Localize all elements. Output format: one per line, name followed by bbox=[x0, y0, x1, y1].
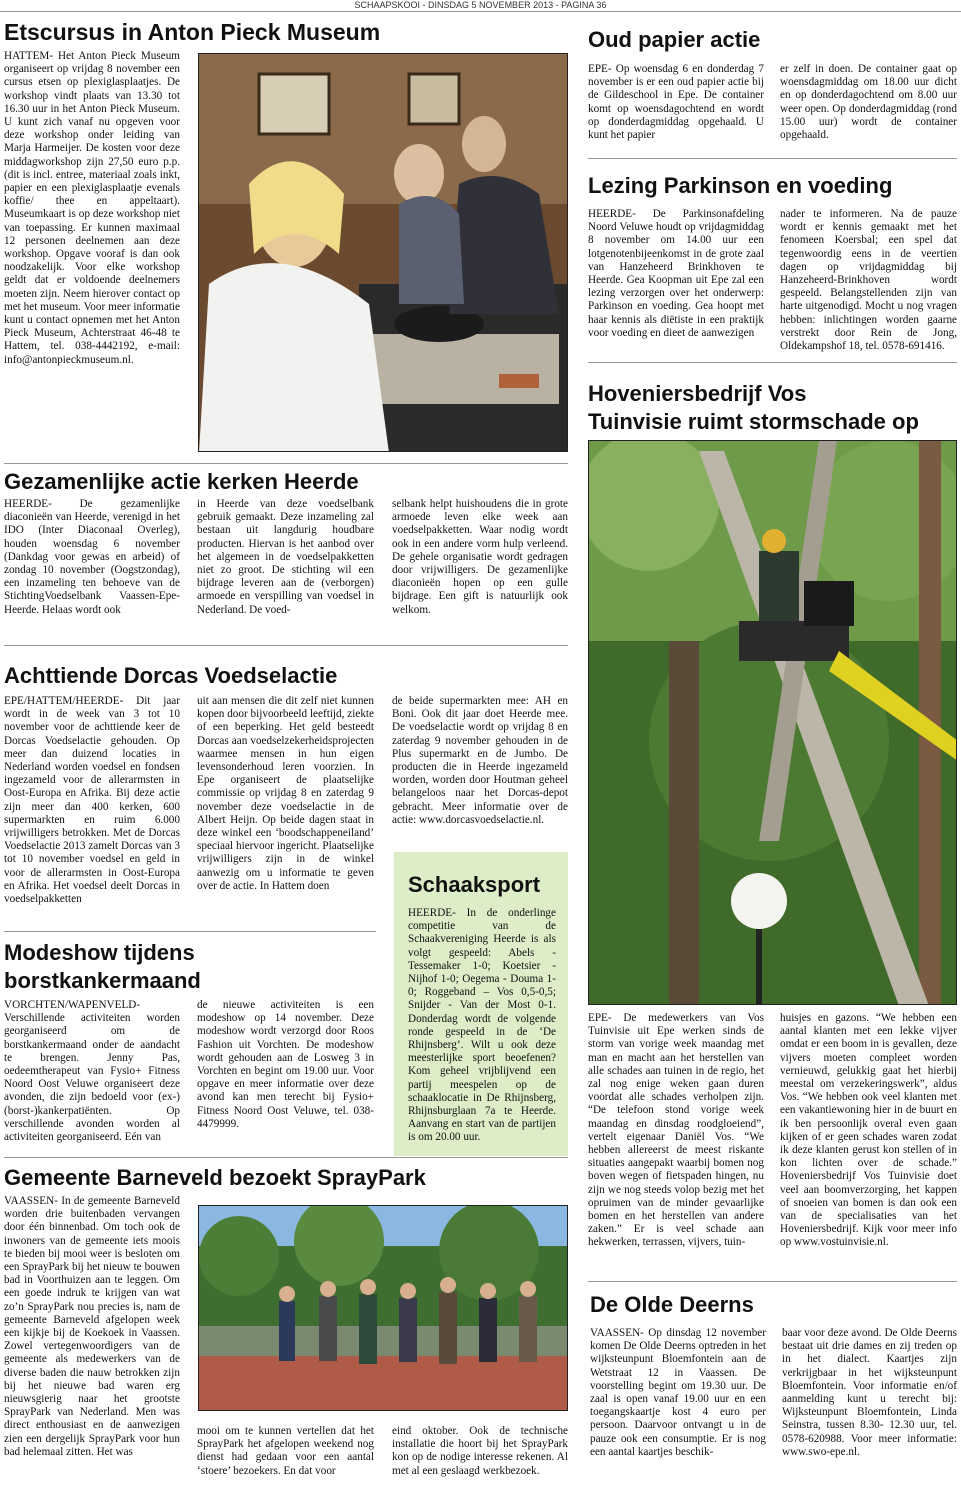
olde-deerns-col2: baar voor deze avond. De Olde Deerns bestaat uit drie dames en zij treden op in het dialect. Kaartjes zijn verkrijgbaar in het wijksteunpunt Bloemfontein. Voor informatie en/of aanmelding kunt u terecht bij: Wijksteunpunt Bloemfontein, Linda Seinstra, tussen 8.30- 12.30 uur, tel. 0578-620988. Voor meer informatie: www.swo-epe.nl. bbox=[782, 1327, 957, 1458]
modeshow-title-line1: Modeshow tijdens bbox=[4, 940, 195, 965]
dorcas-title: Achttiende Dorcas Voedselactie bbox=[4, 663, 338, 688]
kerken-col2: in Heerde van deze voedselbank gebruik gemaakt. Deze inzameling zal bestaan uit langdurig houdbare producten. Hiervan is het aanbod over het algemeen in de voedselpakketten niet zo groot. De stichting wil een bijdrage leveren aan de (verborgen) armoede en verspilling van voedsel in Nederland. De voed- bbox=[197, 498, 374, 616]
oud-papier-title: Oud papier actie bbox=[588, 27, 761, 52]
divider bbox=[588, 1281, 957, 1282]
parkinson-col1: HEERDE- De Parkinsonafdeling Noord Veluwe houdt op vrijdagmiddag 8 november om 14.00 uur een lotgenotenbijeenkomst in de grote zaal van Hanzeheerd Brinkhoven te Heerde. Gea Koopman uit Epe zal een lezing verzorgen over het onderwerp: Parkinson en voeding. Gea hoopt met haar kennis als diëtiste in een praktijk voor voeding en dieet de aanwezigen bbox=[588, 208, 764, 339]
barneveld-title: Gemeente Barneveld bezoekt SprayPark bbox=[4, 1165, 426, 1190]
divider bbox=[588, 158, 957, 159]
dorcas-col3: de beide supermarkten mee: AH en Boni. Ook dit jaar doet Heerde mee. De voedselactie wordt op vrijdag 8 en zaterdag 9 november gehouden in de Plus supermarkt en de Jumbo. De producten die in Heerde ingezameld worden, worden door Houtman geheel belangeloos naar het Dorcas-depot gebracht. Meer informatie over de actie: www.dorcasvoedselactie.nl. bbox=[392, 695, 568, 826]
dorcas-col2: uit aan mensen die dit zelf niet kunnen kopen door bijvoorbeeld leeftijd, ziekte of een beperking. Het geld besteedt Dorcas aan voedselzekerheidsprojecten waarmee mensen in hun eigen levensonderhoud leren voorzien. In Epe organiseert de plaatselijke commissie op vrijdag 8 en zaterdag 9 november deze voedselactie in de Albert Heijn. Op beide dagen staat in deze winkel een ‘boodschappeneiland’ speciaal hiervoor ingericht. Plaatselijke vrijwilligers zijn in de winkel aanwezig om u informatie te geven over de actie. In Hattem doen bbox=[197, 695, 374, 892]
etscursus-photo bbox=[198, 53, 568, 452]
divider bbox=[4, 645, 568, 646]
modeshow-col2: de nieuwe activiteiten is een modeshow op 14 november. Deze modeshow wordt verzorgd door Roos Fashion uit Vorchten. De modeshow wordt gehouden aan de Losweg 3 in Vorchten en begint om 19.00 uur. Voor opgave en meer informatie over deze avond kan men terecht bij Fysio+ Fitness Noord Oost Veluwe, tel. 038-4479999. bbox=[197, 999, 374, 1130]
hoveniers-photo bbox=[588, 440, 957, 1005]
kerken-col1: HEERDE- De gezamenlijke diaconieën van Heerde, verenigd in het IDO (Inter Diaconaal Overleg), houden woensdag 6 november (Dankdag voor gewas en arbeid) of zondag 10 november (Oogstzondag), een inzameling ten behoeve van de StichtingVoedselbank Vaassen-Epe-Heerde. Helaas wordt ook bbox=[4, 498, 180, 616]
olde-deerns-col1: VAASSEN- Op dinsdag 12 november komen De Olde Deerns optreden in het wijksteunpunt Bloemfontein aan de Wetstraat 12 in Vaassen. De voorstelling begint om 19.30 uur. De zaal is open vanaf 19.00 uur en een toegangskaartje kost 4 euro per persoon. Daarvoor ontvangt u in de pauze ook een consumptie. Er is nog een aantal kaartjes beschik- bbox=[590, 1327, 766, 1458]
hoveniers-title-line1: Hoveniersbedrijf Vos bbox=[588, 381, 807, 406]
parkinson-col2: nader te informeren. Na de pauze wordt er kennis gemaakt met het fenomeen Koersbal; een spel dat tegenwoordig eens in de veertien dagen op vrijdagmiddag bij Hanzeheerd-Brinkhoven wordt gespeeld. Belangstellenden zijn van harte uitgenodigd. Mocht u nog vragen hebben: inlichtingen worden gaarne verstrekt door Rein de Jong, Oldekampshof 18, tel. 0578-691416. bbox=[780, 208, 957, 353]
divider bbox=[4, 931, 376, 932]
parkinson-title: Lezing Parkinson en voeding bbox=[588, 173, 893, 198]
kerken-title: Gezamenlijke actie kerken Heerde bbox=[4, 469, 359, 494]
modeshow-title-line2: borstkankermaand bbox=[4, 968, 201, 993]
divider bbox=[4, 1157, 568, 1158]
oud-papier-col2: er zelf in doen. De container gaat op woensdagmiddag om 18.00 uur dicht en op donderdagochtend om 8.00 uur weer open. Op donderdagmiddag (rond 15.00 uur) wordt de container opgehaald. bbox=[780, 63, 957, 142]
schaaksport-body: HEERDE- In de onderlinge competitie van de Schaakvereniging Heerde is als volgt gespeeld: Abels - Tessemaker 1-0; Koetsier - Nijhof 1-0; Oegema - Douma 1-0; Roggeband – Vos 0,5-0,5; Snijder - Van der Most 0-1. Donderdag wordt de volgende ronde gespeeld in de ‘De Rhijnsberg’. Wilt u ook deze meesterlijke sport beoefenen? Kom geheel vrijblijvend een partij meespelen op de schaaklocatie in De Rhijnsberg, Rhijnsburglaan 7a te Heerde. Aanvang en start van de partijen is om 20.00 uur. bbox=[408, 907, 556, 1144]
oud-papier-col1: EPE- Op woensdag 6 en donderdag 7 november is er een oud papier actie bij de Gildeschool in Epe. De container komt op woensdagochtend en wordt op donderdagmiddag opgehaald. U kunt het papier bbox=[588, 63, 764, 142]
etscursus-title: Etscursus in Anton Pieck Museum bbox=[4, 19, 381, 45]
page-header: SCHAAPSKOOI - DINSDAG 5 NOVEMBER 2013 - PAGINA 36 bbox=[354, 0, 607, 10]
barneveld-photo bbox=[198, 1205, 568, 1411]
barneveld-col1: VAASSEN- In de gemeente Barneveld worden drie buitenbaden vervangen door één binnenbad. Om toch ook de inwoners van de gemeente iets moois te bieden bij mooi weer is besloten om een SprayPark bij het nieuw te bouwen bad in Voorthuizen aan te leggen. Om een goede indruk te krijgen van wat zo’n SprayPark nou precies is, nam de gemeente Barneveld afgelopen week een kijkje bij de Koekoek in Vaassen. Zowel vertegenwoordigers van de gemeente als medewerkers van de diverse baden die nauw betrokken zijn bij het nieuwe bad waren erg nieuwsgierig naar het grootste SprayPark van Nederland. Men was direct enthousiast en de aanwezigen zien een dergelijk SprayPark voor hun bad helemaal zitten. Het was bbox=[4, 1195, 180, 1458]
hoveniers-title-line2: Tuinvisie ruimt stormschade op bbox=[588, 409, 919, 434]
dorcas-col1: EPE/HATTEM/HEERDE- Dit jaar wordt in de week van 3 tot 10 november voor de achttiende keer de Dorcas Voedselactie gehouden. Op meer dan duizend locaties in Nederland worden voedsel en fondsen ingezameld voor de allerarmsten in Oost-Europa en Afrika. Bij deze actie zijn meer dan 400 kerken, 600 supermarkten en ruim 6.000 vrijwilligers betrokken. Met de Dorcas Voedselactie 2013 zamelt Dorcas van 3 tot 10 november voedsel en geld in voor de allerarmsten in Oost-Europa en Afrika. Het voedsel deelt Dorcas in voedselpakketten bbox=[4, 695, 180, 906]
modeshow-col1: VORCHTEN/WAPENVELD- Verschillende activiteiten worden georganiseerd om de borstkankermaand onder de aandacht te brengen. Jenny Pas, oedeemtherapeut van Fysio+ Fitness Noord Oost Veluwe organiseert deze avonden, die zijn bedoeld voor (ex-)(borst-)kankerpatiënten. Op verschillende avonden worden al activiteiten georganiseerd. Eén van bbox=[4, 999, 180, 1144]
divider bbox=[588, 362, 957, 363]
barneveld-col3: eind oktober. Ook de technische installatie die hoort bij het SprayPark kon op de nodige interesse rekenen. Al met al een geslaagd werkbezoek. bbox=[392, 1425, 568, 1477]
hoveniers-col1: EPE- De medewerkers van Vos Tuinvisie uit Epe werken sinds de storm van vorige week maandag met man en macht aan het herstellen van alle schades aan tuinen in de regio, het zal nog enige weken gaan duren voordat alle schades verholpen zijn. “De telefoon stond vorige week maandag en dinsdag roodgloeiend”, vertelt eigenaar Daniël Vos. “We hebben allereerst de meest riskante situaties aangepakt waarbij bomen nog boven wegen of fietspaden hingen, nu zijn we nog steeds volop bezig met het opruimen van de minder gevaarlijke bomen en het herstellen van andere zaken.” Er is veel schade aan hekwerken, terrassen, vijvers, tuin- bbox=[588, 1012, 764, 1249]
olde-deerns-title: De Olde Deerns bbox=[590, 1292, 754, 1317]
etscursus-body: HATTEM- Het Anton Pieck Museum organiseert op vrijdag 8 november een cursus etsen op plexiglasplaatjes. De workshop vindt plaats van 13.30 tot 16.30 uur in het Anton Pieck Museum. U kunt zich vanaf nu opgeven voor deze workshop onder leiding van Marja Harmeijer. De kosten voor deze middagworkshop zijn 27,50 euro p.p. (dit is incl. entree, materiaal zoals inkt, papier en een plexiglasplaatje evenals koffie/ thee en appeltaart). Museumkaart is op deze workshop niet van toepassing. Er kunnen maximaal 12 personen deelnemen aan deze workshop. Opgave vooraf is dan ook noodzakelijk. Voor elke workshop geldt dat er voldoende deelnemers moeten zijn. Neem hierover contact op met het museum. Voor meer informatie kunt u contact opnemen met het Anton Pieck Museum, Achterstraat 46-48 te Hattem, tel. 038-4442192, e-mail: info@antonpieckmuseum.nl. bbox=[4, 50, 180, 366]
hoveniers-col2: huisjes en gazons. “We hebben een aantal klanten met een lekke vijver omdat er een boom in is gevallen, deze vijvers moeten compleet worden vernieuwd, gelukkig gaat het hierbij meestal om verzekeringswerk”, aldus Vos. “We hebben ook veel klanten met een vakantiewoning hier in de buurt en ik ben persoonlijk overal even gaan kijken of er geen schades waren zodat ik deze klanten gerust kon stellen of in kon lichten over de schade.” Hoveniersbedrijf Vos Tuinvisie doet veel aan boomverzorging, het kappen of snoeien van bomen is dan ook een van de specialisaties van het Hoveniersbedrijf. Kijk voor meer info op www.vostuinvisie.nl. bbox=[780, 1012, 957, 1249]
kerken-col3: selbank helpt huishoudens die in grote armoede leven elke week aan voedselpakketten. Waar nodig wordt ook in een andere vorm hulp verleend. De gehele organisatie wordt gedragen door vrijwilligers. De gezamenlijke diaconieën hopen op een gulle bijdrage. Een gift is natuurlijk ook welkom. bbox=[392, 498, 568, 616]
barneveld-col2: mooi om te kunnen vertellen dat het SprayPark het afgelopen weekend nog dienst had gedaan voor een aantal ‘stoere’ bezoekers. En dat voor bbox=[197, 1425, 374, 1477]
header-divider bbox=[0, 11, 961, 12]
divider bbox=[4, 463, 568, 464]
schaaksport-title: Schaaksport bbox=[408, 872, 541, 897]
